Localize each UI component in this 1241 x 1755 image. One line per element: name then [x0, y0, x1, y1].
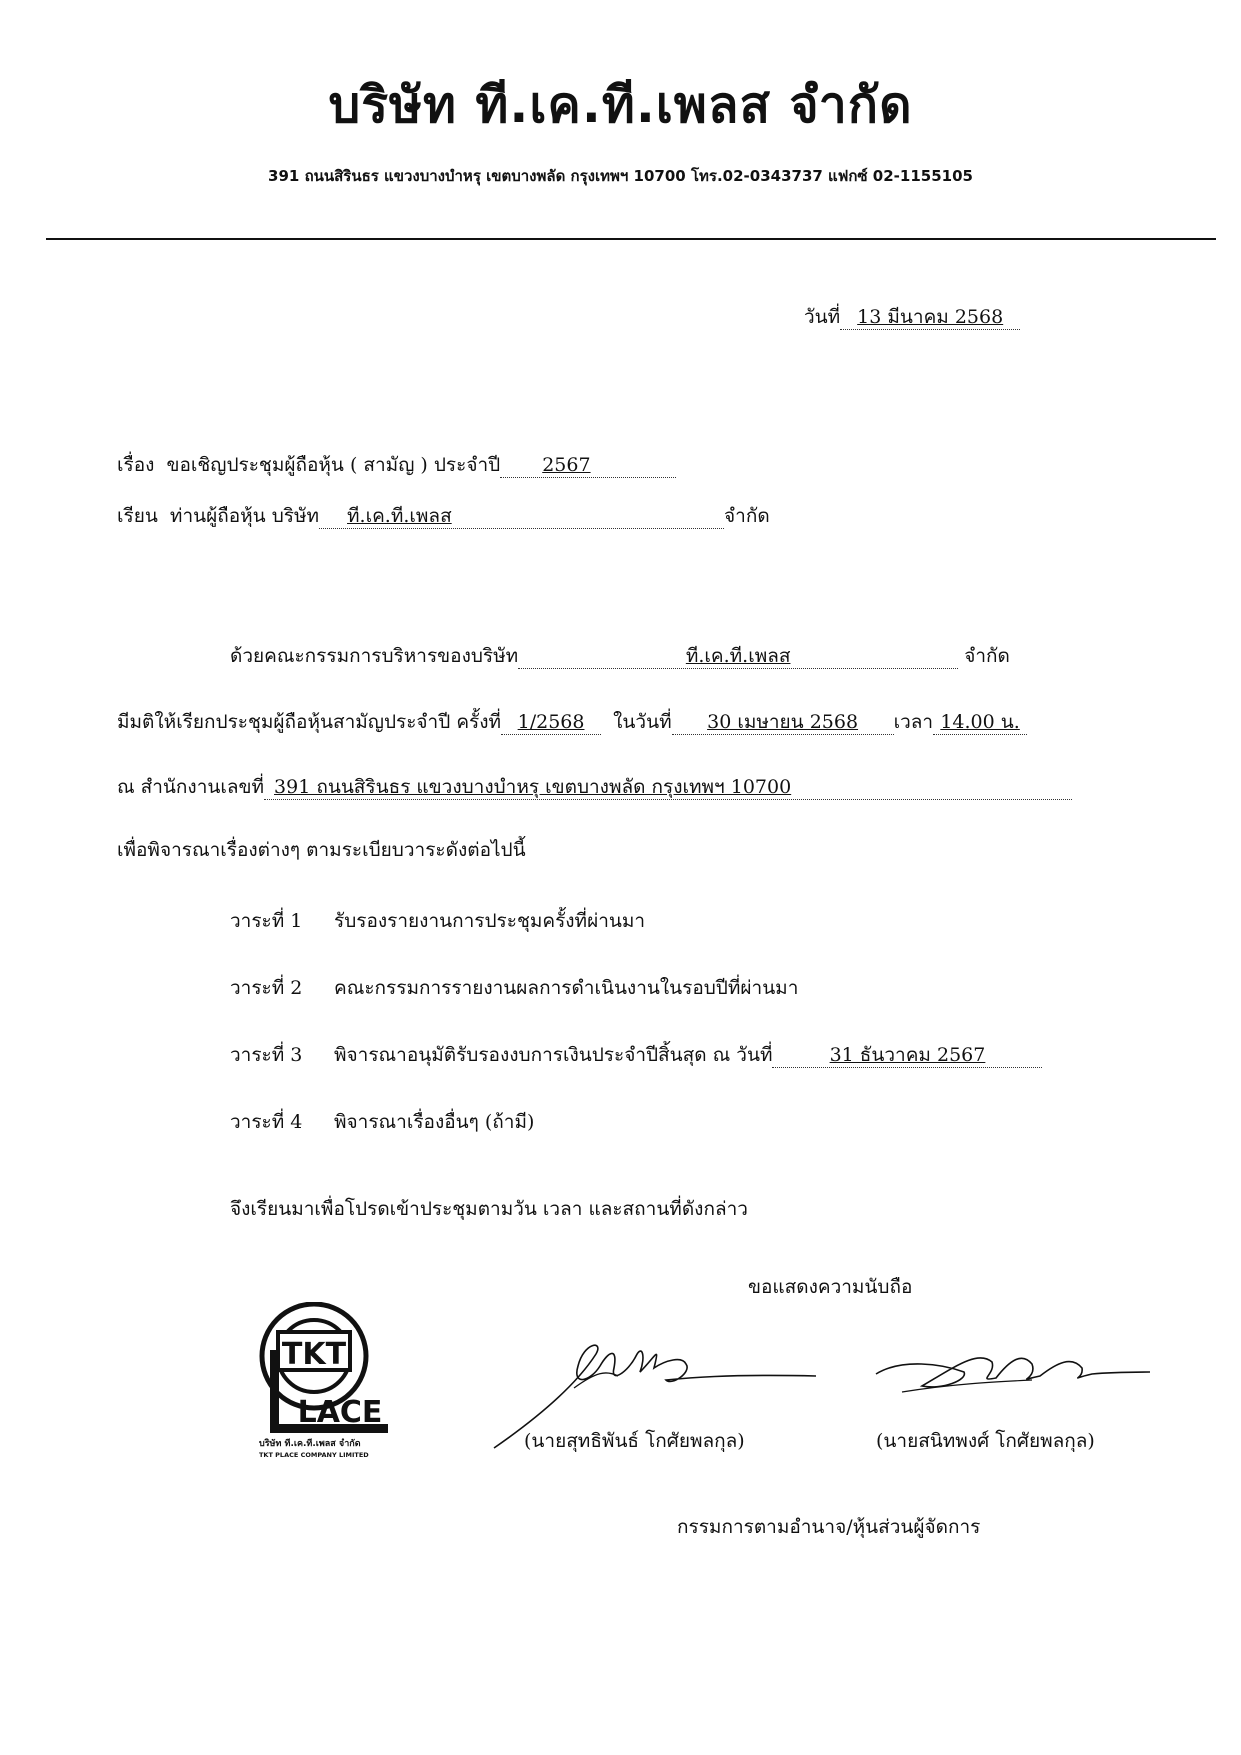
agenda-label: วาระที่ 1 — [230, 910, 303, 932]
venue-value: 391 ถนนสิรินธร แขวงบางบำหรุ เขตบางพลัด กรุงเทพฯ 10700 — [274, 776, 792, 798]
date-value-field — [840, 307, 1020, 330]
company-logo — [256, 1302, 408, 1482]
logo-en-caption: TKT PLACE COMPANY LIMITED — [259, 1451, 369, 1459]
agenda-text: พิจารณาเรื่องอื่นๆ (ถ้ามี) — [334, 1111, 535, 1133]
body-company-suffix: จำกัด — [964, 645, 1010, 667]
venue-label: ณ สำนักงานเลขที่ — [117, 776, 265, 798]
logo-mark: TKT — [281, 1337, 347, 1372]
agenda-item — [230, 906, 645, 936]
recipient-suffix: จำกัด — [724, 505, 770, 527]
subject-line — [117, 450, 676, 480]
agenda-label: วาระที่ 2 — [230, 977, 303, 999]
recipient-line — [117, 501, 770, 531]
meeting-number: 1/2568 — [517, 711, 585, 733]
company-name: บริษัท ที.เค.ที.เพลส จำกัด — [328, 76, 913, 134]
recipient-company: ที.เค.ที.เพลส — [347, 505, 452, 527]
agenda-text: รับรองรายงานการประชุมครั้งที่ผ่านมา — [334, 910, 646, 932]
date-value: 13 มีนาคม 2568 — [857, 306, 1004, 328]
signatory-title: กรรมการตามอำนาจ/หุ้นส่วนผู้จัดการ — [677, 1516, 981, 1538]
closing-regards: ขอแสดงความนับถือ — [748, 1276, 913, 1298]
signatory-1-name: (นายสุทธิพันธ์ โกศัยพลกุล) — [524, 1430, 745, 1452]
signatory-2-name: (นายสนิทพงศ์ โกศัยพลกุล) — [876, 1430, 1095, 1452]
subject-year-field — [500, 455, 676, 478]
date-label: วันที่ — [804, 306, 841, 328]
meeting-time: 14.00 น. — [940, 711, 1020, 733]
closing-sentence: จึงเรียนมาเพื่อโปรดเข้าประชุมตามวัน เวลา และสถานที่ดังกล่าว — [230, 1198, 748, 1220]
signature-2-icon — [872, 1340, 1152, 1410]
agenda-item — [230, 973, 798, 1003]
agenda-item — [230, 1040, 1042, 1070]
agenda-label: วาระที่ 3 — [230, 1044, 303, 1066]
recipient-label: เรียน — [117, 505, 158, 527]
body-line-2 — [117, 707, 1027, 737]
meeting-date: 30 เมษายน 2568 — [707, 711, 859, 733]
agenda-intro: เพื่อพิจารณาเรื่องต่างๆ ตามระเบียบวาระดังต่อไปนี้ — [117, 839, 526, 861]
recipient-company-field — [319, 506, 724, 529]
agenda-label: วาระที่ 4 — [230, 1111, 303, 1133]
logo-word: LACE — [297, 1395, 383, 1430]
agenda-date-field — [772, 1045, 1042, 1068]
body-intro: ด้วยคณะกรรมการบริหารของบริษัท — [230, 645, 519, 667]
agenda-text: คณะกรรมการรายงานผลการดำเนินงานในรอบปีที่ผ่านมา — [334, 977, 799, 999]
on-date-label: ในวันที่ — [613, 711, 672, 733]
logo-thai-caption: บริษัท ที.เค.ที.เพลส จำกัด — [259, 1439, 361, 1449]
body-company-field — [518, 646, 958, 669]
meeting-number-field — [501, 712, 601, 735]
agenda-text: พิจารณาอนุมัติรับรองงบการเงินประจำปีสิ้นสุด ณ วันที่ — [334, 1044, 773, 1066]
time-label: เวลา — [893, 711, 934, 733]
venue-line — [117, 772, 1072, 802]
venue-field — [264, 777, 1072, 800]
subject-year: 2567 — [542, 454, 591, 476]
company-address: 391 ถนนสิรินธร แขวงบางบำหรุ เขตบางพลัด กรุงเทพฯ 10700 โทร.02-0343737 แฟกซ์ 02-1155105 — [268, 167, 973, 185]
subject-text: ขอเชิญประชุมผู้ถือหุ้น ( สามัญ ) ประจำปี — [166, 454, 501, 476]
agenda-date: 31 ธันวาคม 2567 — [829, 1044, 986, 1066]
resolution-text: มีมติให้เรียกประชุมผู้ถือหุ้นสามัญประจำปี ครั้งที่ — [117, 711, 502, 733]
agenda-item — [230, 1107, 534, 1137]
meeting-time-field — [933, 712, 1027, 735]
tkt-place-logo-icon — [256, 1302, 408, 1482]
body-company: ที.เค.ที.เพลส — [685, 645, 791, 667]
meeting-date-field — [672, 712, 894, 735]
subject-label: เรื่อง — [117, 454, 155, 476]
recipient-text: ท่านผู้ถือหุ้น บริษัท — [169, 505, 320, 527]
date-line — [804, 302, 1020, 332]
body-line-1 — [230, 641, 1010, 671]
header-divider — [46, 238, 1216, 240]
